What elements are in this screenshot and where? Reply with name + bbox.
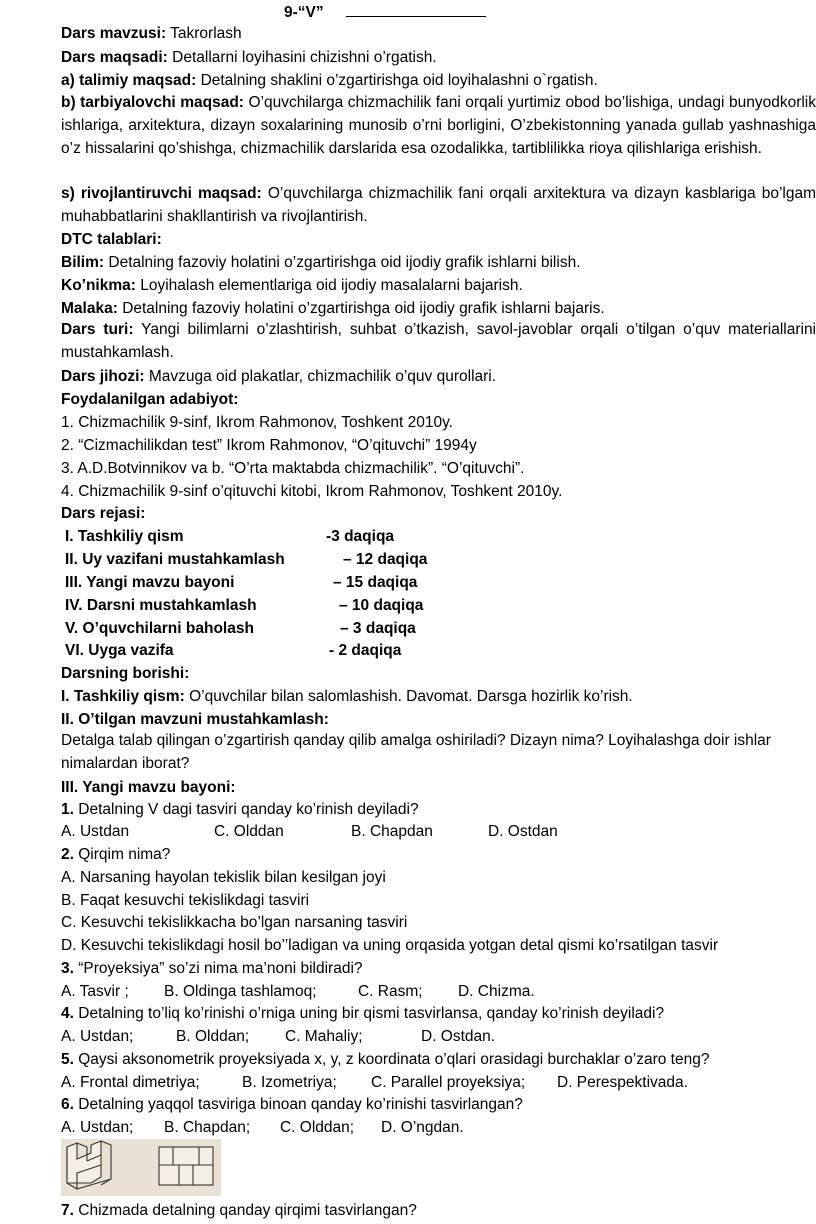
equipment-label: Dars jihozi: (61, 368, 145, 385)
question-5 (61, 1050, 709, 1070)
question-text: Detalning yaqqol tasviriga binoan qanday ko’rinishi tasvirlangan? (78, 1096, 523, 1113)
answer-option: D. Perespektivada. (557, 1074, 688, 1091)
dtc-heading (61, 230, 162, 250)
equipment-line (61, 367, 496, 387)
malaka-line (61, 299, 605, 319)
plan-heading (61, 504, 145, 524)
plan-row-label: II. Uy vazifani mustahkamlash (65, 551, 285, 568)
plan-row-label: VI. Uyga vazifa (65, 642, 174, 659)
answer-option: B. Chapdan; (164, 1119, 251, 1136)
literature-label: Foydalanilgan adabiyot: (61, 391, 239, 408)
upbringing-aim-value: O’quvchilarga chizmachilik fani orqali yurtimiz obod bo’lishiga, undagi bunyodkorlik ishlariga, arxitektura, dizayn soxalarining munosib o’rni borligini, O’zbekistonning yanada gullab yashnashiga o’z hissalarini qo’shishga, chizmachilik darslarida esa ozodalikka, tartiblilikka rioya qilishlariga erishish. (61, 94, 816, 157)
developmental-aim-label: s) rivojlantiruvchi maqsad: (61, 185, 262, 202)
question-number: 5. (61, 1051, 74, 1068)
answer-option: B. Chapdan (351, 823, 433, 840)
developmental-aim-value: O’quvchilarga chizmachilik fani orqali arxitektura va dizayn kasblariga bo’lgam muhabbatlarini shakllantirish va rivojlantirish. (61, 185, 816, 225)
answer-option: C. Mahaliy; (285, 1028, 363, 1045)
plan-row-duration: – 12 daqiqa (343, 551, 428, 568)
question-6 (61, 1095, 523, 1115)
answer-option: C. Rasm; (358, 983, 423, 1000)
question-number: 3. (61, 960, 74, 977)
new-topic-label: III. Yangi mavzu bayoni: (61, 779, 236, 796)
lesson-type-label: Dars turi: (61, 321, 134, 338)
question-6-options (61, 1118, 816, 1138)
answer-option: B. Olddan; (176, 1028, 250, 1045)
organizational-value: O’quvchilar bilan salomlashish. Davomat. Darsga hozirlik ko’rish. (189, 688, 633, 705)
educational-aim-label: a) talimiy maqsad: (61, 72, 197, 89)
new-topic-heading (61, 778, 236, 798)
lesson-type-value: Yangi bilimlarni o’zlashtirish, suhbat o’tkazish, savol-javoblar orqali o’tilgan o’quv materiallarini mustahkamlash. (61, 321, 816, 361)
procedure-label: Darsning borishi: (61, 665, 190, 682)
educational-aim-line (61, 71, 598, 91)
answer-option: A. Ustdan (61, 823, 130, 840)
answer-option: B. Izometriya; (242, 1074, 337, 1091)
aim-value: Detallarni loyihasini chizishni o’rgatish. (172, 49, 437, 66)
class-heading (284, 4, 486, 22)
literature-item: 1. Chizmachilik 9-sinf, Ikrom Rahmonov, Toshkent 2010y. (61, 414, 453, 431)
detail-drawing-image (61, 1139, 221, 1196)
konikma-label: Ko’nikma: (61, 277, 136, 294)
aim-label: Dars maqsadi: (61, 49, 168, 66)
equipment-value: Mavzuga oid plakatlar, chizmachilik o’quv qurollari. (148, 368, 497, 385)
bilim-value: Detalning fazoviy holatini o’zgartirishga oid ijodiy grafik ishlarni bilish. (108, 254, 581, 271)
topic-label: Dars mavzusi: (61, 25, 167, 42)
question-number: 4. (61, 1005, 74, 1022)
upbringing-aim-label: b) tarbiyalovchi maqsad: (61, 94, 244, 111)
answer-option: D. Ostdan. (421, 1028, 496, 1045)
review-paragraph: Detalga talab qilingan o’zgartirish qanday qilib amalga oshiriladi? Dizayn nima? Loyihalashga doir ishlar nimalardan iborat? (61, 732, 771, 772)
question-3 (61, 959, 363, 979)
plan-row-label: V. O’quvchilarni baholash (65, 620, 254, 637)
question-7 (61, 1201, 417, 1221)
answer-option: A. Ustdan; (61, 1028, 134, 1045)
aim-line (61, 48, 437, 68)
question-2 (61, 845, 170, 865)
literature-heading (61, 390, 238, 410)
question-4 (61, 1004, 664, 1024)
question-1 (61, 800, 419, 820)
plan-row-label: I. Tashkiliy qism (65, 528, 184, 545)
upbringing-aim-paragraph (61, 92, 816, 160)
plan-row-duration: – 15 daqiqa (333, 574, 418, 591)
bilim-line (61, 253, 581, 273)
answer-option: D. Chizma. (458, 983, 535, 1000)
organizational-line (61, 687, 633, 707)
answer-option: A. Ustdan; (61, 1119, 134, 1136)
malaka-label: Malaka: (61, 300, 118, 317)
question-text: Chizmada detalning qanday qirqimi tasvirlangan? (78, 1202, 417, 1219)
konikma-value: Loyihalash elementlariga oid ijodiy masalalarni bajarish. (140, 277, 523, 294)
question-number: 7. (61, 1202, 74, 1219)
plan-row-duration: – 3 daqiqa (340, 620, 416, 637)
detail-drawing-svg (61, 1139, 221, 1196)
plan-row-duration: – 10 daqiqa (339, 597, 424, 614)
answer-option: C. Olddan (214, 823, 284, 840)
class-label: 9-“V” (284, 4, 324, 21)
dtc-label: DTC talablari: (61, 231, 162, 248)
question-1-options (61, 822, 816, 842)
konikma-line (61, 276, 523, 296)
answer-option: C. Kesuvchi tekislikkacha bo’lgan narsaning tasviri (61, 914, 408, 931)
answer-option: A. Tasvir ; (61, 983, 129, 1000)
plan-row-label: IV. Darsni mustahkamlash (65, 597, 257, 614)
plan-label: Dars rejasi: (61, 505, 146, 522)
plan-row-duration: -3 daqiqa (326, 528, 395, 545)
answer-option: D. Ostdan (488, 823, 558, 840)
topic-line (61, 24, 242, 44)
answer-option: B. Faqat kesuvchi tekislikdagi tasviri (61, 892, 310, 909)
question-text: Qaysi aksonometrik proyeksiyada x, y, z koordinata o’qlari orasidagi burchaklar o’zaro teng? (78, 1051, 710, 1068)
answer-option: A. Frontal dimetriya; (61, 1074, 200, 1091)
question-text: Detalning to’liq ko’rinishi o’rniga uning bir qismi tasvirlansa, qanday ko’rinish deyiladi? (78, 1005, 665, 1022)
question-number: 2. (61, 846, 74, 863)
procedure-heading (61, 664, 189, 684)
educational-aim-value: Detalning shaklini o’zgartirishga oid loyihalashni o`rgatish. (200, 72, 598, 89)
question-number: 6. (61, 1096, 74, 1113)
question-5-options (61, 1073, 816, 1093)
literature-item: 4. Chizmachilik 9-sinf o’qituvchi kitobi, Ikrom Rahmonov, Toshkent 2010y. (61, 483, 563, 500)
plan-row-label: III. Yangi mavzu bayoni (65, 574, 235, 591)
malaka-value: Detalning fazoviy holatini o’zgartirishga oid ijodiy grafik ishlarni bajaris. (122, 300, 605, 317)
developmental-aim-paragraph (61, 183, 816, 229)
bilim-label: Bilim: (61, 254, 105, 271)
question-text: “Proyeksiya” so’zi nima ma’noni bildiradi? (78, 960, 363, 977)
topic-value: Takrorlash (170, 25, 242, 42)
review-label: II. O’tilgan mavzuni mustahkamlash: (61, 711, 329, 728)
literature-item: 3. A.D.Botvinnikov va b. “O’rta maktabda chizmachilik”. “O’qituvchi”. (61, 460, 525, 477)
question-number: 1. (61, 801, 74, 818)
answer-option: C. Parallel proyeksiya; (371, 1074, 526, 1091)
question-3-options (61, 982, 816, 1002)
answer-option: D. Kesuvchi tekislikdagi hosil bo’’ladigan va uning orqasida yotgan detal qismi ko’rsatilgan tasvir (61, 937, 719, 954)
review-heading (61, 710, 329, 730)
literature-item: 2. “Cizmachilikdan test” Ikrom Rahmonov, “O’qituvchi” 1994y (61, 437, 477, 454)
organizational-label: I. Tashkiliy qism: (61, 688, 185, 705)
answer-option: D. O’ngdan. (381, 1119, 464, 1136)
question-text: Detalning V dagi tasviri qanday ko’rinish deyiladi? (78, 801, 419, 818)
answer-option: A. Narsaning hayolan tekislik bilan kesilgan joyi (61, 869, 386, 886)
lesson-type-paragraph (61, 319, 816, 365)
answer-option: B. Oldinga tashlamoq; (164, 983, 317, 1000)
answer-option: C. Olddan; (280, 1119, 355, 1136)
blank-line (346, 4, 486, 17)
question-text: Qirqim nima? (78, 846, 171, 863)
question-4-options (61, 1027, 816, 1047)
plan-row-duration: - 2 daqiqa (329, 642, 402, 659)
